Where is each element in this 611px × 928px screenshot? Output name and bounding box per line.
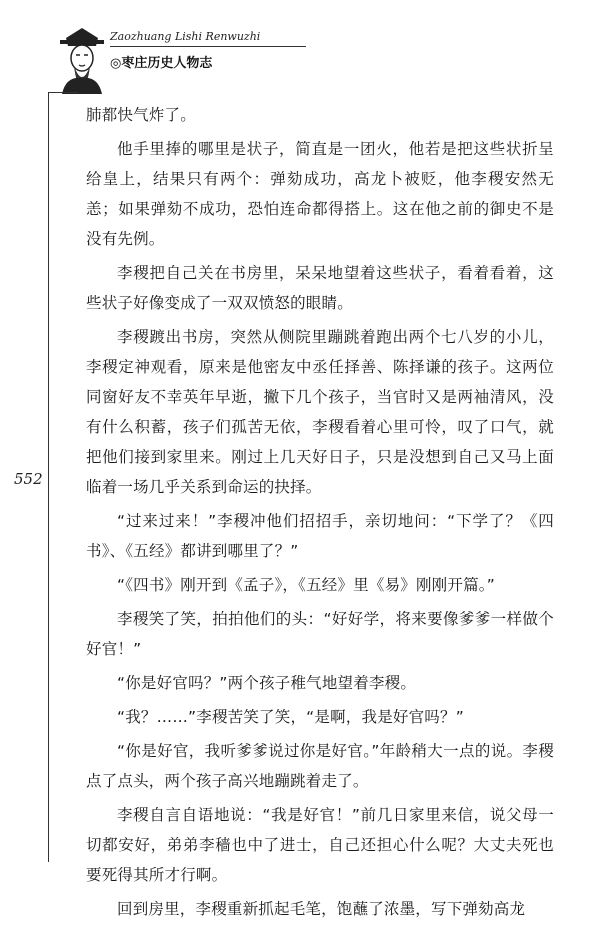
paragraph: “你是好官吗？”两个孩子稚气地望着李稷。 [117,674,417,692]
paragraph: “《四书》刚开到《孟子》，《五经》里《易》刚刚开篇。” [117,576,495,594]
paragraph: 李稷笑了笑，拍拍他们的头：“好好学，将来要像爹爹一样做个好官！” [86,610,554,658]
body-text [86,100,554,928]
paragraph: “你是好官，我听爹爹说过你是好官。”年龄稍大一点的说。李稷点了点头，两个孩子高兴地蹦跳着走了。 [86,742,554,790]
margin-rule-horizontal [48,92,78,93]
paragraph: 他手里捧的哪里是状子，简直是一团火，他若是把这些状折呈给皇上，结果只有两个：弹劾成功，高龙卜被贬，他李稷安然无恙；如果弹劾不成功，恐怕连命都得搭上。这在他之前的御史不是没有先例。 [86,140,554,248]
header-divider [110,46,306,47]
paragraph: 李稷踱出书房，突然从侧院里蹦跳着跑出两个七八岁的小儿，李稷定神观看，原来是他密友中丞任择善、陈择谦的孩子。这两位同窗好友不幸英年早逝，撇下几个孩子，当官时又是两袖清风，没有什么积蓄，孩子们孤苦无依，李稷看着心里可怜，叹了口气，就把他们接到家里来。刚过上几天好日子，只是没想到自己又马上面临着一场几乎关系到命运的抉择。 [86,328,554,496]
page-number: 552 [14,470,43,488]
paragraph: “我？……”李稷苦笑了笑，“是啊，我是好官吗？” [117,708,464,726]
series-title-english: Zaozhuang Lishi Renwuzhi [110,30,261,43]
paragraph: “过来过来！”李稷冲他们招招手，亲切地问：“下学了？《四书》、《五经》都讲到哪里了？” [86,512,554,560]
scholar-portrait-icon [58,24,106,94]
paragraph: 肺都快气炸了。 [86,106,196,124]
paragraph: 李稷自言自语地说：“我是好官！”前几日家里来信，说父母一切都安好，弟弟李穑也中了进士，自己还担心什么呢？大丈夫死也要死得其所才行啊。 [86,806,554,884]
margin-rule-vertical [48,92,49,862]
page-header [58,24,318,94]
paragraph: 回到房里，李稷重新抓起毛笔，饱蘸了浓墨，写下弹劾高龙 [117,900,526,918]
paragraph: 李稷把自己关在书房里，呆呆地望着这些状子，看着看着，这些状子好像变成了一双双愤怒的眼睛。 [86,264,554,312]
series-title-chinese: ◎枣庄历史人物志 [110,56,213,71]
